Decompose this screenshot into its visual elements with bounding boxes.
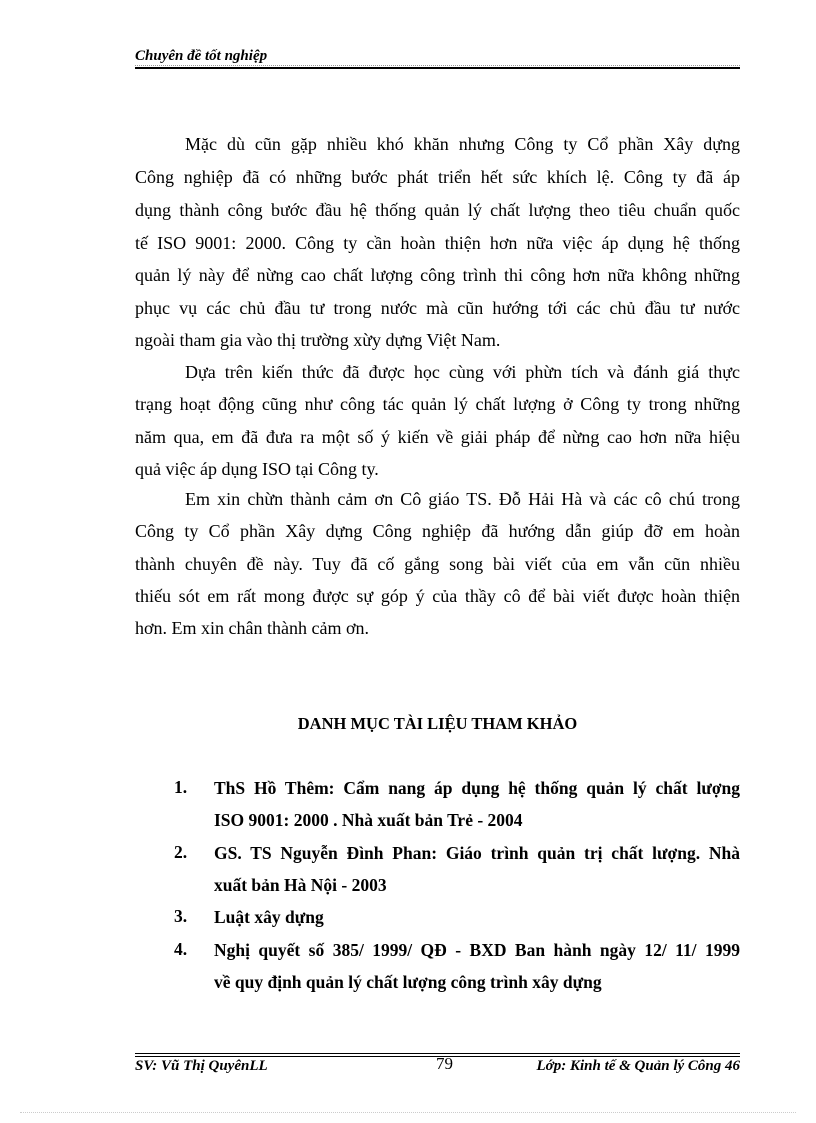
header-rule (135, 67, 740, 69)
footer-student: SV: Vũ Thị QuyênLL (135, 1058, 268, 1074)
reference-number: 3. (174, 906, 188, 926)
text-line: quản lý này để nừng cao chất lượng công trình thi công hơn nữa không những (135, 265, 740, 285)
references-heading: DANH MỤC TÀI LIỆU THAM KHẢO (297, 714, 578, 733)
reference-text: Luật xây dựng (214, 907, 324, 927)
page-number: 79 (436, 1054, 453, 1073)
text-line: Mặc dù cũn gặp nhiều khó khăn nhưng Công ty Cổ phần Xây dựng (185, 134, 740, 154)
header-dotted-rule (135, 65, 740, 66)
page-header-title: Chuyên đề tốt nghiệp (135, 48, 268, 64)
reference-number: 4. (174, 939, 188, 959)
text-line: tế ISO 9001: 2000. Công ty cần hoàn thiện hơn nữa việc áp dụng hệ thống (135, 233, 740, 253)
text-line: dụng thành công bước đầu hệ thống quản lý chất lượng theo tiêu chuẩn quốc (135, 200, 740, 220)
text-line: Công ty Cổ phần Xây dựng Công nghiệp đã hướng dẫn giúp đỡ em hoàn (135, 521, 740, 541)
text-line: phục vụ các chủ đầu tư trong nước mà cũn hướng tới các chủ đầu tư nước (135, 298, 740, 318)
reference-text: về quy định quản lý chất lượng công trình xây dựng (214, 972, 602, 992)
text-line: thiếu sót em rất mong được sự góp ý của thầy cô để bài viết được hoàn thiện (135, 586, 740, 606)
text-line: quả việc áp dụng ISO tại Công ty. (135, 459, 379, 479)
text-line: hơn. Em xin chân thành cảm ơn. (135, 618, 369, 638)
page-bottom-border (20, 1112, 796, 1113)
reference-text: xuất bản Hà Nội - 2003 (214, 875, 387, 895)
text-line: Dựa trên kiến thức đã được học cùng với phừn tích và đánh giá thực (185, 362, 740, 382)
text-line: Em xin chừn thành cảm ơn Cô giáo TS. Đỗ Hải Hà và các cô chú trong (185, 489, 740, 509)
reference-text: Nghị quyết số 385/ 1999/ QĐ - BXD Ban hành ngày 12/ 11/ 1999 (214, 940, 740, 960)
text-line: ngoài tham gia vào thị trường xừy dựng Việt Nam. (135, 330, 501, 350)
text-line: thành chuyên đề này. Tuy đã cố gắng song bài viết của em vẫn cũn nhiều (135, 554, 740, 574)
footer-class: Lớp: Kinh tế & Quản lý Công 46 (536, 1058, 740, 1074)
reference-text: ISO 9001: 2000 . Nhà xuất bản Trẻ - 2004 (214, 810, 523, 830)
reference-text: GS. TS Nguyễn Đình Phan: Giáo trình quản trị chất lượng. Nhà (214, 843, 740, 863)
text-line: Công nghiệp đã có những bước phát triển hết sức khích lệ. Công ty đã áp (135, 167, 740, 187)
reference-number: 1. (174, 777, 188, 797)
reference-text: ThS Hồ Thêm: Cẩm nang áp dụng hệ thống quản lý chất lượng (214, 778, 740, 798)
text-line: năm qua, em đã đưa ra một số ý kiến về giải pháp để nừng cao hơn nữa hiệu (135, 427, 740, 447)
text-line: trạng hoạt động cũng như công tác quản lý chất lượng ở Công ty trong những (135, 394, 740, 414)
reference-number: 2. (174, 842, 188, 862)
